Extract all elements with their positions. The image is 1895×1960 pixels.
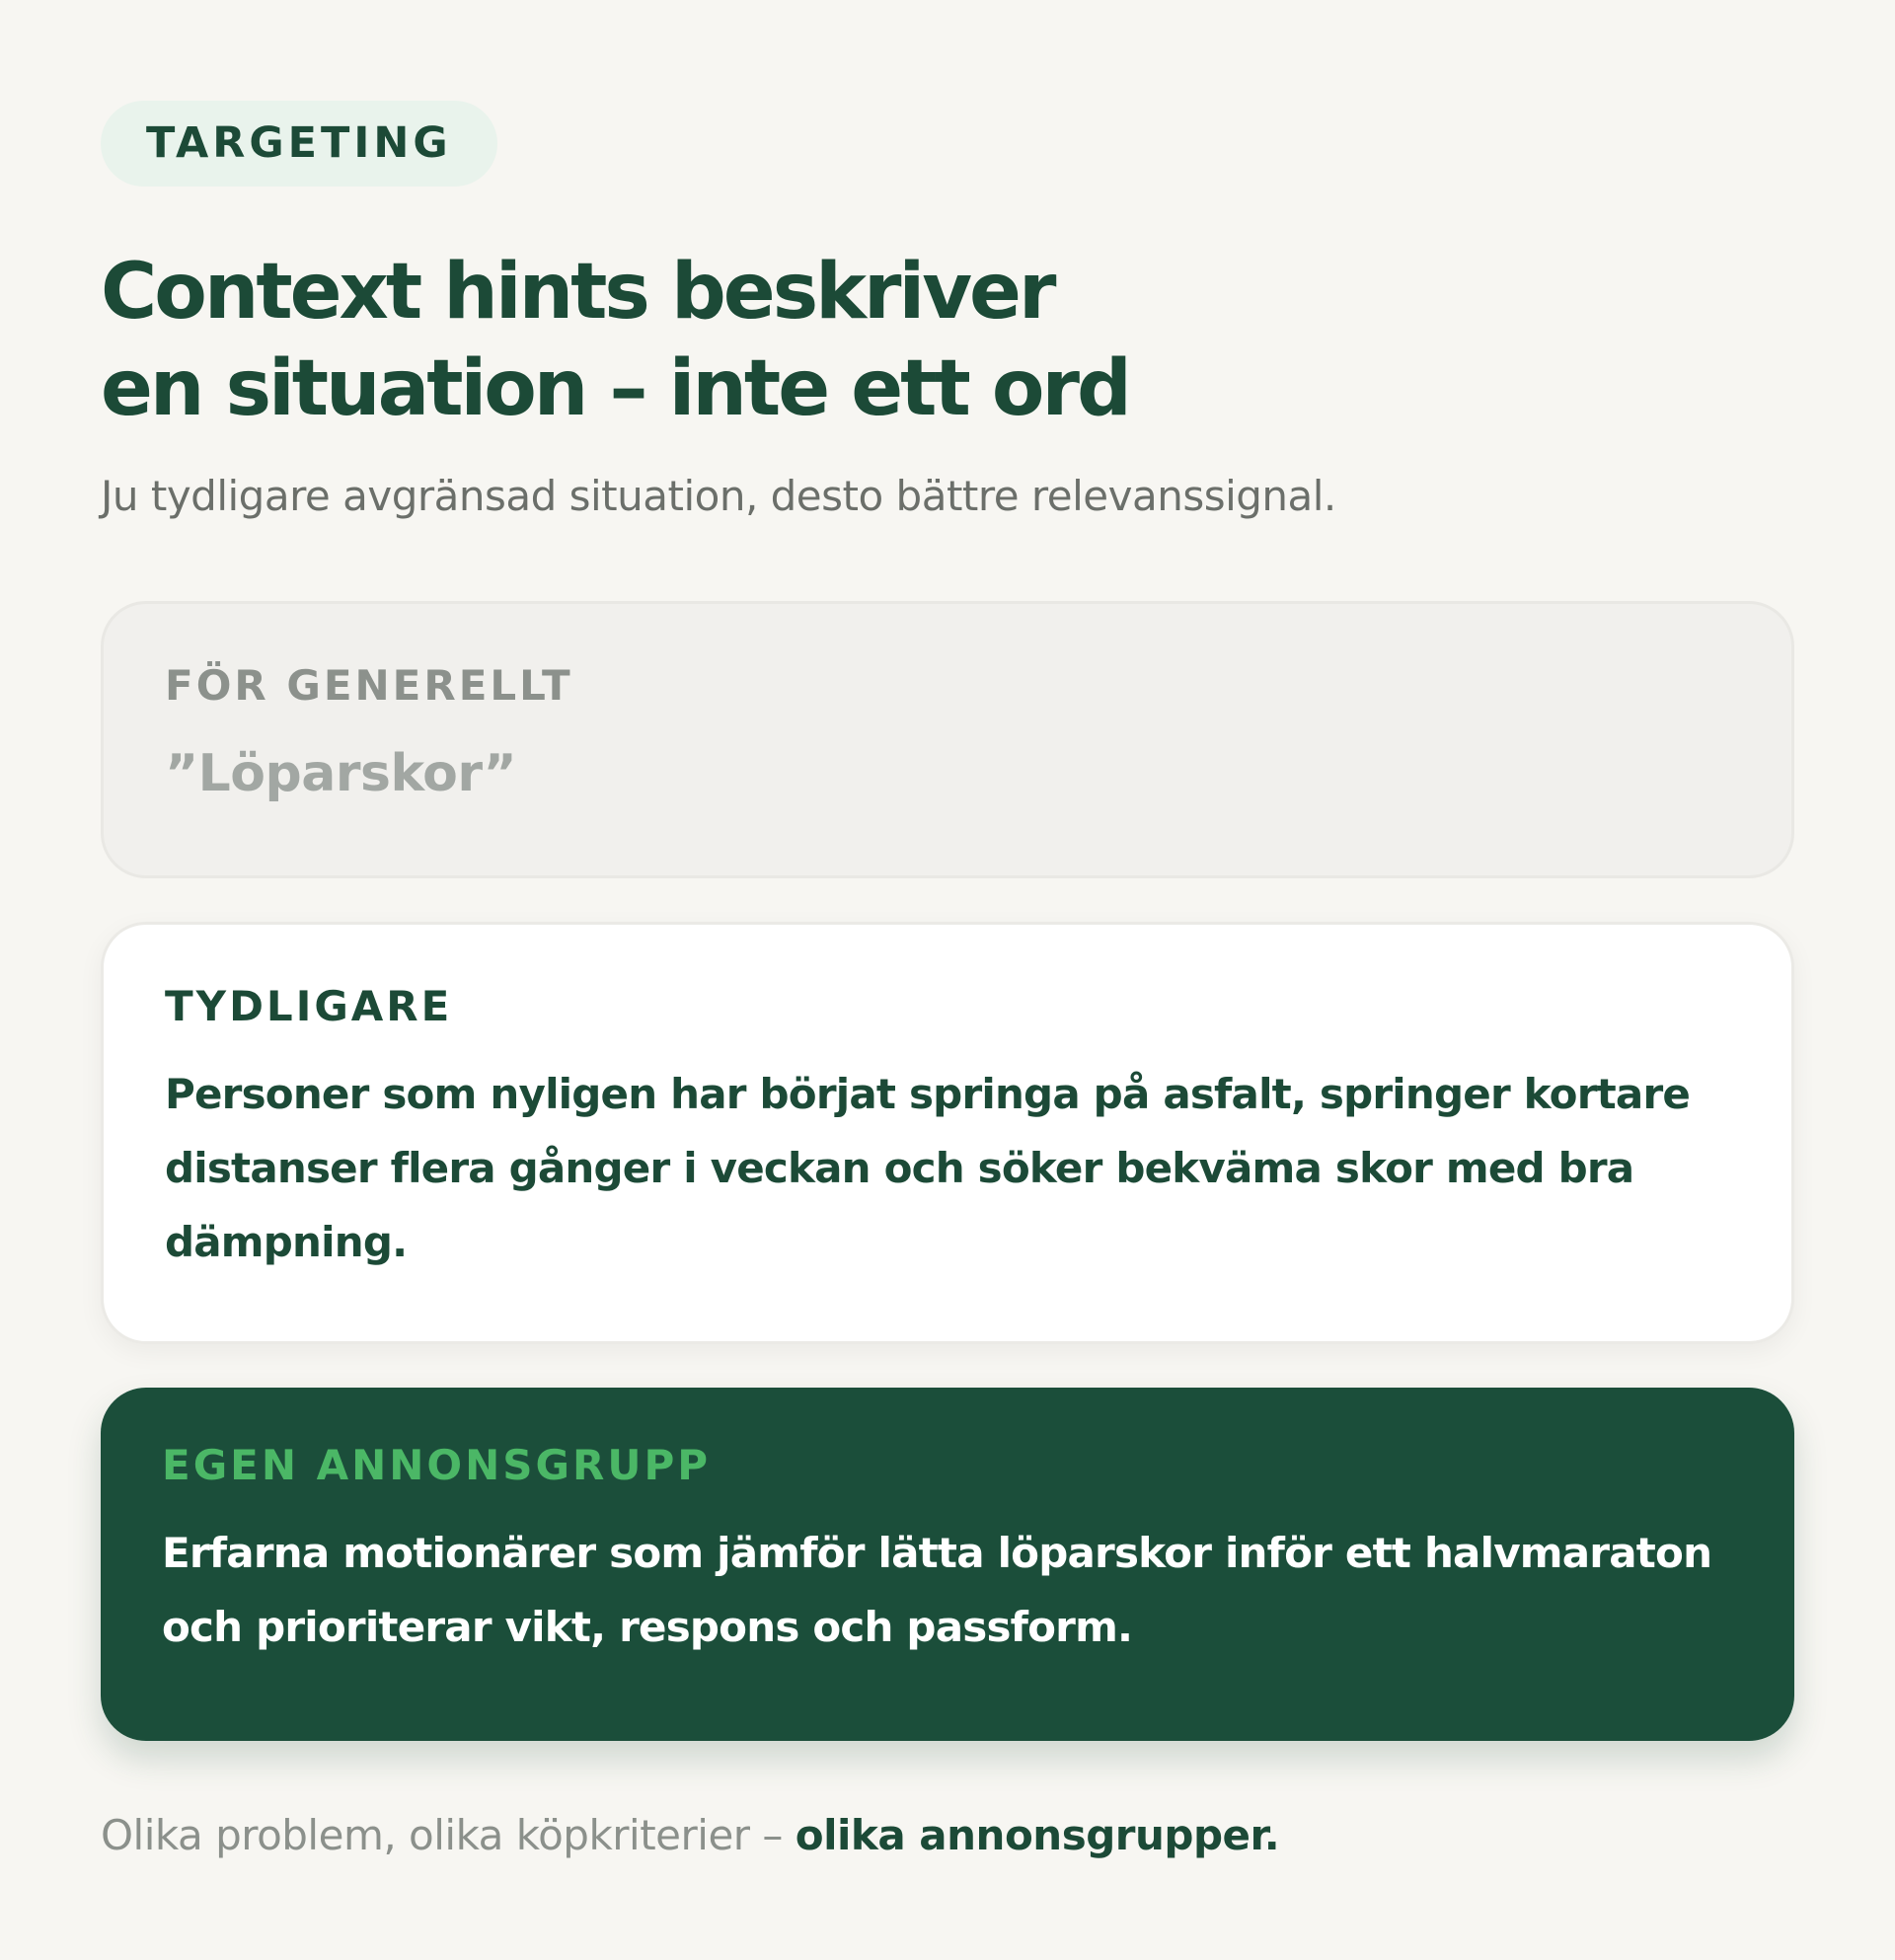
slide bbox=[101, 101, 1794, 1863]
card-label: EGEN ANNONSGRUPP bbox=[162, 1441, 712, 1489]
footer-lead: Olika problem, olika köpkriterier – bbox=[101, 1811, 796, 1859]
card-example-text: ”Löparskor” bbox=[165, 744, 517, 803]
example-card-too-generic bbox=[101, 601, 1794, 878]
slide-title bbox=[101, 244, 1794, 437]
footer-note bbox=[101, 1808, 1794, 1863]
card-example-text: Personer som nyligen har börjat springa på asfalt, springer kortare distanser flera gånger i veckan och söker bekväma skor med bra dämpning. bbox=[165, 1070, 1691, 1266]
example-card-clearer bbox=[101, 922, 1794, 1344]
card-example-text: Erfarna motionärer som jämför lätta löparskor inför ett halvmaraton och prioriterar vikt, respons och passform. bbox=[162, 1529, 1712, 1651]
slide-subtitle: Ju tydligare avgränsad situation, desto bättre relevanssignal. bbox=[101, 472, 1336, 520]
slide-title-line-2: en situation – inte ett ord bbox=[101, 344, 1129, 433]
category-badge: TARGETING bbox=[101, 101, 497, 187]
footer-emphasis: olika annonsgrupper. bbox=[795, 1811, 1280, 1859]
card-label: TYDLIGARE bbox=[165, 982, 453, 1030]
example-card-own-ad-group bbox=[101, 1388, 1794, 1741]
slide-title-line-1: Context hints beskriver bbox=[101, 248, 1054, 337]
card-label: FÖR GENERELLT bbox=[165, 661, 573, 710]
